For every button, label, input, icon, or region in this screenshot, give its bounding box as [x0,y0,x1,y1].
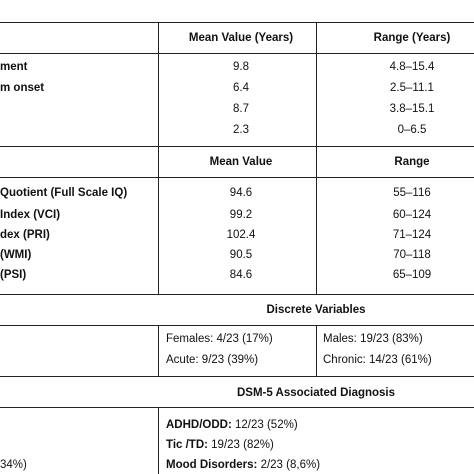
cell-range: 65–109 [392,269,432,281]
rule-header2 [0,177,474,178]
cell-range: 71–124 [392,229,432,241]
cell-mean: 9.8 [233,61,249,73]
diagnosis-label: Mood Disorders: [166,459,258,471]
diagnosis-value: 12/23 (52%) [231,419,298,431]
cell-discrete-right: Chronic: 14/23 (61%) [323,354,432,366]
cell-mean: 6.4 [233,82,249,94]
row-label: (PSI) [0,269,27,281]
diagnosis-value: 2/23 (8,6%) [257,459,321,471]
rule-section3-top [0,294,474,295]
rule-top [0,22,474,23]
col-divider-1 [158,22,159,146]
cell-range: 2.5–11.1 [390,82,434,94]
cell-range: 3.8–15.1 [389,103,435,115]
header-mean-value: Mean Value [209,156,273,168]
cell-mean: 94.6 [229,187,253,199]
cell-mean: 99.2 [229,209,253,221]
header-mean-years: Mean Value (Years) [188,32,294,44]
cell-mean: 8.7 [233,103,249,115]
diagnosis-label: ADHD/ODD: [166,419,232,431]
col-divider-1 [158,407,159,474]
cell-range: 60–124 [392,209,432,221]
section-title-dsm5: DSM-5 Associated Diagnosis [236,387,396,399]
cell-range: 0–6.5 [397,124,427,136]
col-divider-1 [158,146,159,294]
section-title-discrete: Discrete Variables [266,304,366,316]
cell-range: 4.8–15.4 [389,61,435,73]
cell-mean: 2.3 [233,124,249,136]
cell-range: 70–118 [393,249,431,261]
diagnosis-value: 19/23 (82%) [207,439,274,451]
header-range: Range [394,156,430,168]
row-label: dex (PRI) [0,229,50,241]
row-label: ment [0,61,28,73]
rule-section4-header [0,407,474,408]
left-cell-fragment: 34%) [0,459,27,471]
col-divider-2 [316,146,317,294]
cell-mean: 90.5 [229,249,253,261]
diagnosis-row [166,438,274,452]
diagnosis-label: Tic /TD: [166,439,208,451]
rule-section4-top [0,376,474,377]
cell-mean: 102.4 [226,229,256,241]
col-divider-2 [316,22,317,146]
col-divider-1 [158,325,159,376]
header-range-years: Range (Years) [373,32,451,44]
rule-header1 [0,53,474,54]
row-label: (WMI) [0,249,32,261]
col-divider-2 [316,325,317,376]
cell-discrete-right: Males: 19/23 (83%) [323,333,423,345]
rule-section3-header [0,325,474,326]
diagnosis-row [166,458,320,472]
cell-discrete-left: Females: 4/23 (17%) [166,333,273,345]
cell-range: 55–116 [393,187,431,199]
row-label: Quotient (Full Scale IQ) [0,187,128,199]
cell-discrete-left: Acute: 9/23 (39%) [166,354,259,366]
cell-mean: 84.6 [229,269,253,281]
row-label: m onset [0,82,45,94]
diagnosis-row [166,418,298,432]
rule-section2-top [0,146,474,147]
row-label: Index (VCI) [0,209,61,221]
